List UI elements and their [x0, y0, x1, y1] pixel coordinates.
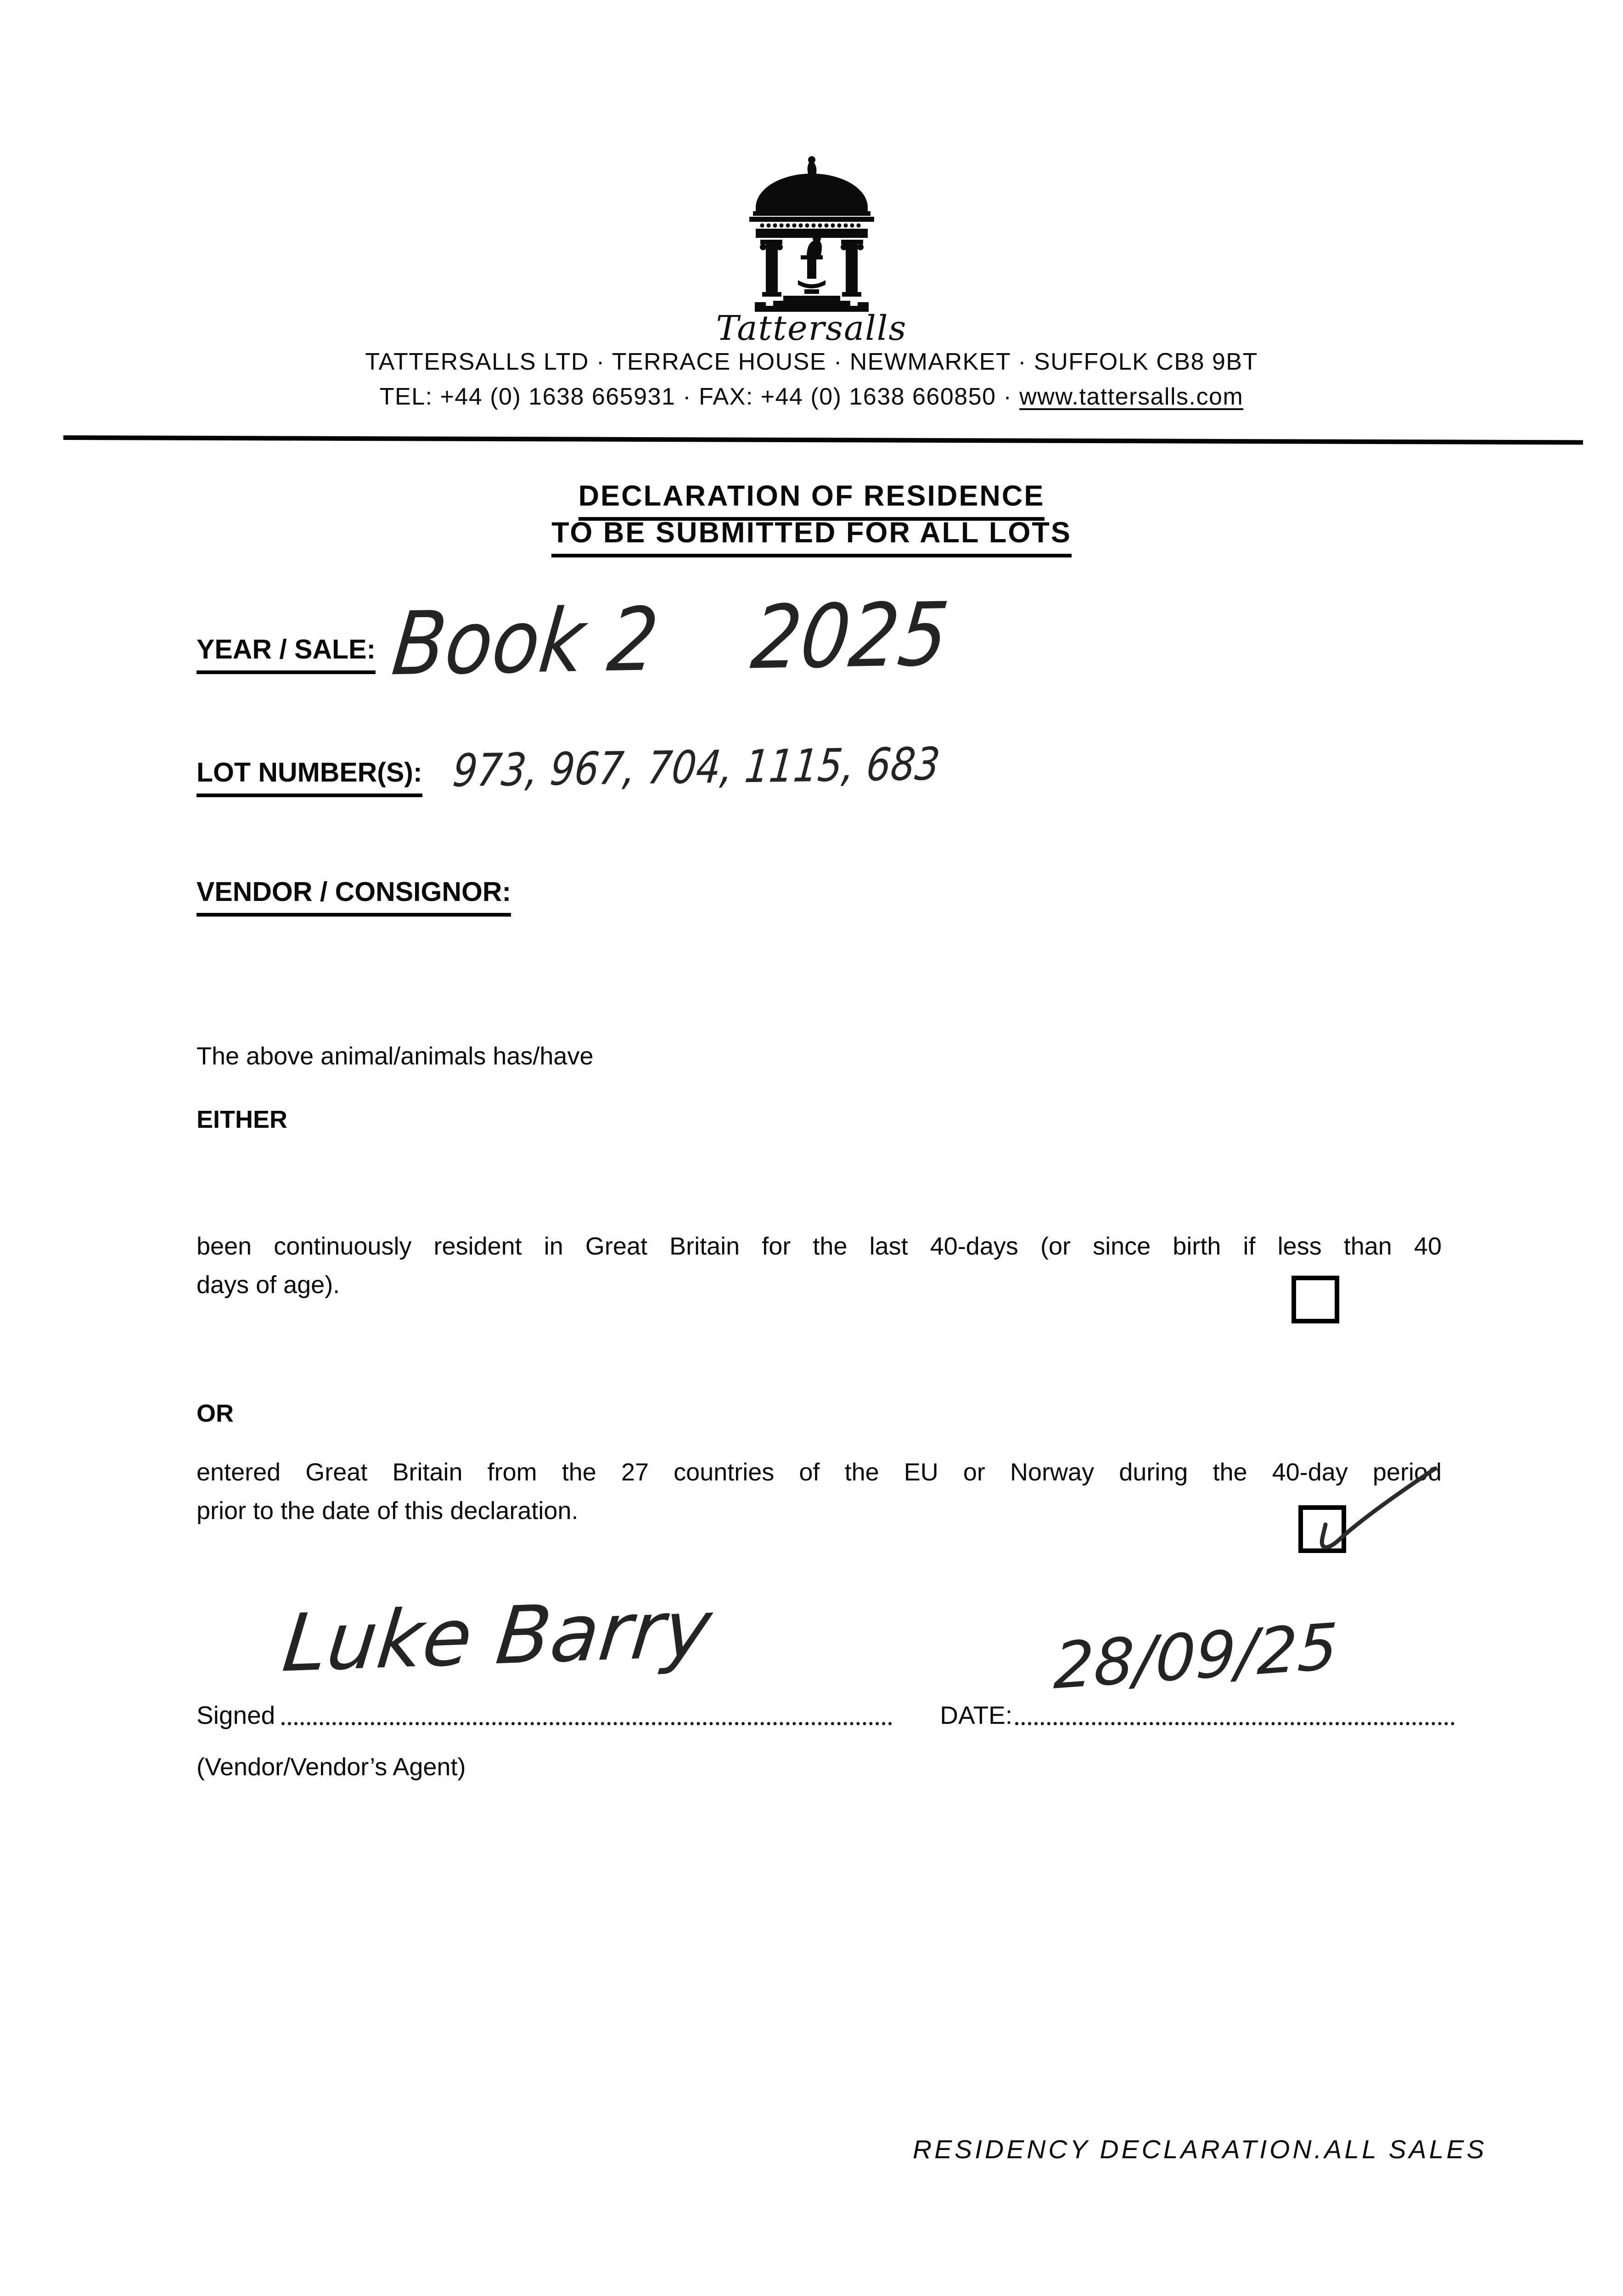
year-sale-label: YEAR / SALE:: [197, 634, 376, 674]
vendor-agent-note: (Vendor/Vendor’s Agent): [197, 1753, 466, 1781]
or-label: OR: [197, 1400, 234, 1427]
option1-line1: been continuously resident in Great Britain for the last 40-days (or since birth if less than 40: [197, 1232, 1442, 1260]
website-link[interactable]: www.tattersalls.com: [1019, 383, 1244, 410]
option2-tick-mark: [1281, 1446, 1451, 1588]
date-line[interactable]: [1015, 1722, 1455, 1725]
intro-text: The above animal/animals has/have: [197, 1042, 594, 1070]
document-title-line2-text: TO BE SUBMITTED FOR ALL LOTS: [551, 516, 1072, 557]
signature-handwritten-value: Luke Barry: [278, 1582, 716, 1690]
signature-row: [197, 1700, 1455, 1730]
option2-paragraph: [197, 1453, 1442, 1530]
lot-numbers-handwritten-value: 973, 967, 704, 1115, 683: [450, 738, 942, 798]
company-address-line: TATTERSALLS LTD · TERRACE HOUSE · NEWMARKET · SUFFOLK CB8 9BT: [365, 349, 1258, 375]
option2-line1: entered Great Britain from the 27 countries of the EU or Norway during the 40-day period: [197, 1458, 1442, 1486]
footer-document-reference: RESIDENCY DECLARATION.ALL SALES: [913, 2135, 1487, 2164]
option2-line2: prior to the date of this declaration.: [197, 1497, 578, 1525]
signature-line[interactable]: [281, 1722, 892, 1725]
lot-numbers-label: LOT NUMBER(S):: [197, 757, 422, 797]
either-label: EITHER: [197, 1106, 288, 1133]
document-title-line1-text: DECLARATION OF RESIDENCE: [578, 479, 1045, 521]
option1-line2: days of age).: [197, 1271, 340, 1299]
date-label: DATE:: [940, 1701, 1013, 1729]
year-sale-handwritten-value: Book 2 2025: [387, 583, 953, 695]
tattersalls-rotunda-logo-icon: [743, 152, 881, 317]
tel-fax-text: TEL: +44 (0) 1638 665931 · FAX: +44 (0) 1638 660850 ·: [379, 383, 1020, 410]
brand-wordmark: Tattersalls: [716, 309, 907, 348]
header-divider-rule: [63, 435, 1583, 445]
date-handwritten-value: 28/09/25: [1052, 1609, 1339, 1704]
document-title-line2: [0, 516, 1623, 557]
signed-label: Signed: [197, 1701, 275, 1729]
vendor-consignor-label: VENDOR / CONSIGNOR:: [197, 876, 511, 917]
document-title-line1: [0, 479, 1623, 521]
option1-paragraph: [197, 1227, 1442, 1304]
company-contact-line: [0, 383, 1623, 411]
option1-checkbox[interactable]: [1292, 1276, 1339, 1323]
